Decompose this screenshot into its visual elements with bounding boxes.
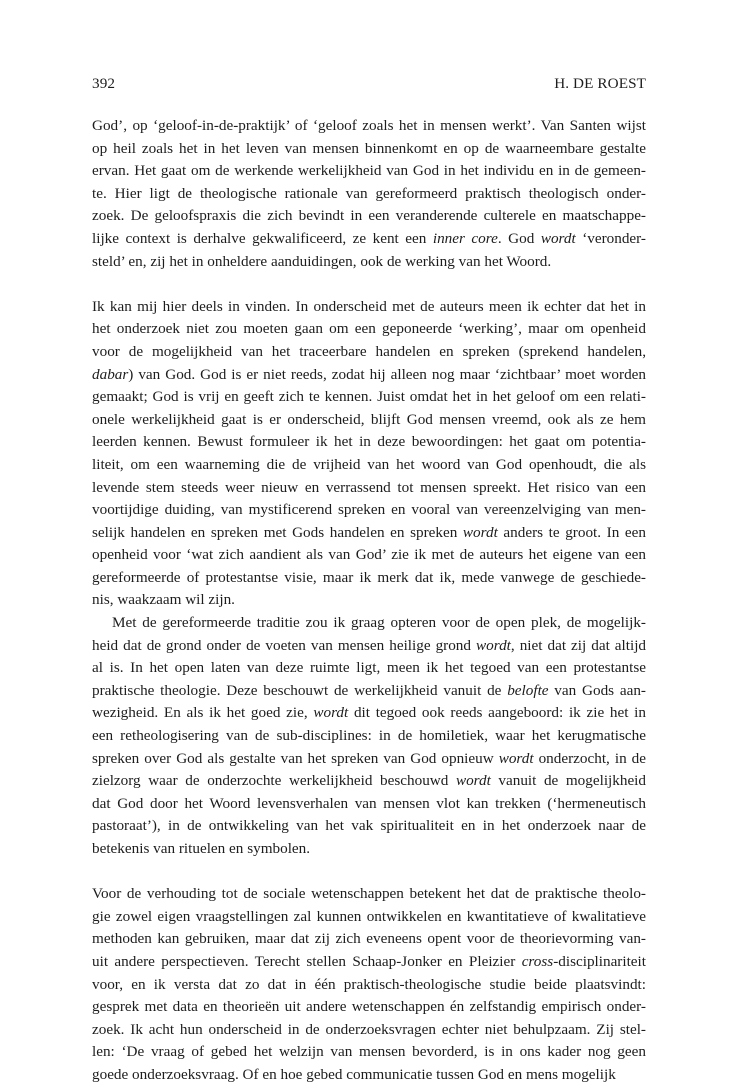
text-line: liteit, om een waarneming die de vrijheid van het woord van God openhoudt, die als — [92, 455, 646, 473]
text-line: een retheologisering van de sub-disciplines: in de homiletiek, waar het kerugmatische — [92, 727, 646, 745]
text-line: zoek. De geloofspraxis die zich bevindt in een veranderende culterele en maatschappe- — [92, 207, 646, 225]
text-line: voortijdige duiding, van mystificerend spreken en vooral van vereenzelviging van men- — [92, 501, 646, 519]
text-line: het onderzoek niet zou moeten gaan om een geponeerde ‘werking’, maar om openheid — [92, 320, 646, 338]
page-number: 392 — [92, 75, 116, 92]
text-line: betekenis van rituelen en symbolen. — [92, 840, 311, 857]
text-line: steld’ en, zij het in onheldere aanduidingen, ook de werking van het Woord. — [92, 252, 552, 270]
text-line: ervan. Het gaat om de werkende werkelijkheid van God in het individu en in de gemeen- — [92, 162, 646, 180]
paragraph-3 — [92, 612, 646, 861]
text-line: goede onderzoeksvraag. Of en hoe gebed communicatie tussen God en mens mogelijk — [92, 1065, 616, 1083]
text-line: al is. In het open laten van deze ruimte ligt, meen ik het tegoed van een protestantse — [92, 659, 646, 677]
paragraph-4 — [92, 883, 646, 1086]
text-line: wezigheid. En als ik het goed zie, wordt dit tegoed ook reeds aangeboord: ik zie het in — [92, 704, 646, 722]
text-line: dabar) van God. God is er niet reeds, zodat hij alleen nog maar ‘zichtbaar’ moet worden — [92, 365, 646, 383]
text-line: levende stem steeds weer nieuw en verrassend tot mensen spreekt. Het risico van een — [92, 478, 646, 496]
text-line: Met de gereformeerde traditie zou ik graag opteren voor de open plek, de mogelijk- — [112, 614, 646, 632]
book-page — [92, 74, 646, 1087]
text-line: nis, waakzaam wil zijn. — [92, 591, 235, 609]
paragraph-2 — [92, 296, 646, 612]
running-head-author: H. DE ROEST — [554, 75, 646, 92]
text-line: Ik kan mij hier deels in vinden. In onderscheid met de auteurs meen ik echter dat het in — [92, 297, 646, 315]
text-line: heid dat de grond onder de voeten van mensen heilige grond wordt, niet dat zij dat altijd — [92, 636, 647, 654]
running-head — [92, 74, 646, 94]
text-line: gesprek met data en theorieën uit andere wetenschappen én zelfstandig empirisch onder- — [92, 998, 646, 1016]
text-line: dat God door het Woord levensverhalen van mensen vlot kan trekken (‘hermeneutisch — [92, 794, 646, 812]
paragraph-gap — [92, 861, 646, 884]
text-line: zielzorg waar de onderzochte werkelijkheid beschouwd wordt vanuit de mogelijkheid — [92, 772, 646, 790]
text-line: praktische theologie. Deze beschouwt de werkelijkheid vanuit de belofte van Gods aan- — [92, 681, 646, 699]
text-line: pastoraat’), in de ontwikkeling van het vak spiritualiteit en in het onderzoek naar de — [92, 817, 646, 835]
text-line: voor, en ik versta dat zo dat in één praktisch-theologische studie beide plaatsvindt: — [92, 975, 646, 993]
text-line: leerden kennen. Bewust formuleer ik het in deze bewoordingen: het gaat om potentia- — [92, 433, 646, 451]
text-line: selijk handelen en spreken met Gods handelen en spreken wordt anders te groot. In een — [92, 523, 646, 541]
text-line: gie zowel eigen vraagstellingen zal kunnen ontwikkelen en kwantitatieve of kwalitatieve — [92, 907, 646, 925]
text-line: onele werkelijkheid gaat is er onderscheid, blijft God mensen vreemd, ook als ze hem — [92, 410, 646, 428]
text-line: openheid voor ‘wat zich aandient als van God’ zie ik met de auteurs het eigene van een — [92, 546, 646, 564]
text-line: op heil zoals het in het leven van mensen binnenkomt en op de waarneembare gestalte — [92, 139, 646, 157]
text-line: len: ‘De vraag of gebed het welzijn van mensen bevorderd, is in ons kader nog geen — [92, 1043, 646, 1061]
paragraph-gap — [92, 273, 646, 296]
text-line: te. Hier ligt de theologische rationale van gereformeerd praktisch theologisch onder- — [92, 184, 646, 202]
text-line: lijke context is derhalve gekwalificeerd, ze kent een inner core. God wordt ‘veronder- — [92, 229, 646, 247]
text-line: uit andere perspectieven. Terecht stellen Schaap-Jonker en Pleizier cross-disciplinariteit — [92, 952, 646, 970]
text-line: Voor de verhouding tot de sociale wetenschappen betekent het dat de praktische theolo- — [92, 885, 646, 903]
text-line: spreken over God als gestalte van het spreken van God opnieuw wordt onderzocht, in de — [92, 749, 646, 767]
text-line: God’, op ‘geloof-in-de-praktijk’ of ‘geloof zoals het in mensen werkt’. Van Santen wijst — [92, 117, 646, 134]
text-line: voor de mogelijkheid van het traceerbare handelen en spreken (sprekend handelen, — [92, 342, 646, 360]
text-line: zoek. Ik acht hun onderscheid in de onderzoeksvragen echter niet behulpzaam. Zij stel- — [92, 1020, 646, 1038]
text-line: gereformeerde of protestantse visie, maar ik merk dat ik, mede vanwege de geschiede- — [92, 568, 646, 586]
text-line: methoden kan gebruiken, maar dat zij zich eveneens opent voor de theorievorming van- — [92, 930, 646, 948]
text-line: gemaakt; God is vrij en geeft zich te kennen. Juist omdat het in het geloof om een relati- — [92, 388, 646, 406]
paragraph-1 — [92, 115, 646, 273]
